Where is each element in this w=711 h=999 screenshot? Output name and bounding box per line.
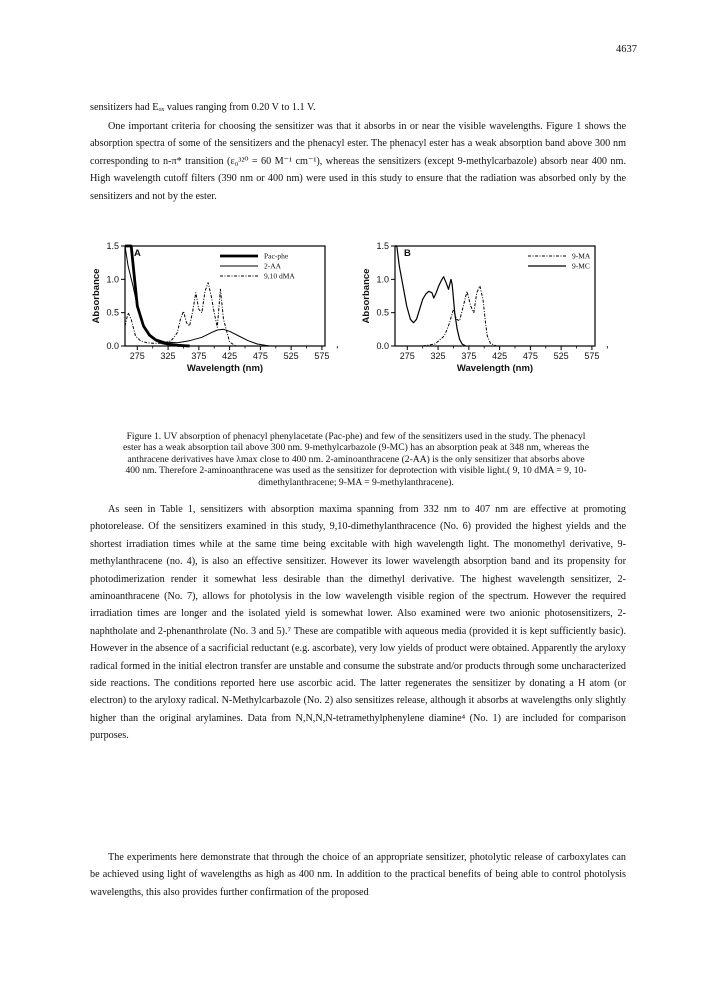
legend-label: 2-AA	[264, 261, 282, 271]
x-axis-label: Wavelength (nm)	[456, 363, 534, 374]
paragraph-criteria: One important criteria for choosing the sensitizer was that it absorbs in or near the visible wavelengths. Figure 1 shows the absorption spectra of some of the sensitizers and the phenacyl ester. The phenacyl ester has a weak absorption band above 300 nm corresponding to n-π* transition (ε₀³²⁰ = 60 M⁻¹ cm⁻¹), whereas the sensitizers (except 9-methylcarbazole) absorb near 400 nm. High wavelength cutoff filters (390 nm or 400 nm) were used in this study to ensure that the radiation was absorbed only by the sensitizers and not by the ester.	[90, 121, 626, 202]
legend-label: 9-MA	[572, 251, 591, 261]
panel-label: B	[404, 248, 411, 259]
intro-paragraph: sensitizers had Eₒₓ values ranging from 0.20 V to 1.1 V.	[90, 102, 316, 113]
y-tick-label: 0.5	[376, 307, 389, 318]
series-line-9-ma	[395, 286, 497, 346]
x-tick-label: 275	[399, 351, 415, 361]
y-tick-label: 1.0	[106, 274, 119, 285]
legend-label: 9,10 dMA	[264, 271, 295, 281]
plot-frame-A	[125, 246, 325, 346]
y-tick-label: 0.0	[376, 341, 389, 351]
paragraph-results: As seen in Table 1, sensitizers with absorption maxima spanning from 332 nm to 407 nm are effective at promoting photorelease. Of the sensitizers examined in this study, 9,10-dimethylanthracence (No. 6) provided the highest yields and the shortest irradiation times while at the same time being excitable with high wavelength light. The monomethyl derivative, 9-methylanthracene (no. 4), is also an effective sensitizer. However its lower wavelength absorption band and its propensity for photodimerization render it somewhat less desirable than the dimethyl derivative. The highest wavelength sensitizer, 2-aminoanthracene (No. 7), allows for photolysis in the low wavelength visible region of the spectrum. However the required irradiation times are longer and the isolated yield is somewhat lower. Also examined were two anionic photosensitizers, 2-naphtholate and 2-phenanthrolate (No. 3 and 5).⁷ These are compatible with aqueous media (provided it is kept sufficiently basic). However in the absence of a sacrificial reductant (e.g. ascorbate), very low yields of product were obtained. Apparently the aryloxy radical formed in the initial electron transfer are unstable and consume the substrate and/or products through some uncharacterized side reactions. The conditions reported here use ascorbic acid. The latter regenerates the sensitizer by donating a H atom (or electron) to the aryloxy radical. N-Methylcarbazole (No. 2) also sensitizes release, although it absorbs at wavelengths only slightly higher than the original arylamines. Data from N,N,N,N-tetramethylphenylene diamine⁴ (No. 1) are included for comparison purposes.	[90, 504, 626, 742]
legend-label: Pac-phe	[264, 251, 289, 261]
y-tick-label: 1.5	[376, 241, 389, 251]
x-tick-label: 325	[430, 351, 446, 361]
series-line-9-mc	[395, 246, 466, 346]
figure-1-chart	[70, 238, 640, 388]
x-tick-label: 575	[314, 351, 330, 361]
x-tick-label: 425	[222, 351, 238, 361]
y-tick-label: 1.0	[376, 274, 389, 285]
y-tick-label: 0.0	[106, 341, 119, 351]
x-tick-label: 425	[492, 351, 508, 361]
figure-caption: Figure 1. UV absorption of phenacyl phenylacetate (Pac-phe) and few of the sensitizers used in the study. The phenacyl ester has a weak absorption tail above 300 nm. 9-methylcarbazole (9-MC) has an absorption peak at 348 nm, whereas the anthracene derivatives have λmax close to 400 nm. 2-aminoanthracene (2-AA) is the only sensitizer that absorbs above 400 nm. Therefore 2-aminoanthracene was used as the sensitizer for deprotection with visible light.( 9, 10 dMA = 9, 10-dimethylanthracene; 9-MA = 9-methylanthracene).	[123, 431, 589, 488]
x-tick-label: 375	[461, 351, 477, 361]
y-axis-label: Absorbance	[361, 268, 372, 324]
x-tick-label: 575	[584, 351, 600, 361]
x-tick-label: 475	[522, 351, 538, 361]
paragraph-conclusion: The experiments here demonstrate that through the choice of an appropriate sensitizer, photolytic release of carboxylates can be achieved using light of wavelengths as high as 400 nm. In addition to the practical benefits of being able to control photolysis wavelengths, this also provides further confirmation of the proposed	[90, 852, 626, 898]
x-tick-label: 375	[191, 351, 207, 361]
x-axis-label: Wavelength (nm)	[186, 363, 264, 374]
x-tick-label: 525	[283, 351, 299, 361]
series-line-9-10-dma	[125, 283, 236, 346]
x-tick-label: 525	[553, 351, 569, 361]
y-axis-label: Absorbance	[91, 268, 102, 324]
y-tick-label: 1.5	[106, 241, 119, 251]
figure-1	[70, 238, 640, 388]
page-number: 4637	[616, 44, 637, 55]
x-tick-label: 275	[129, 351, 145, 361]
x-tick-label: 325	[160, 351, 176, 361]
panel-label: A	[134, 248, 141, 259]
y-tick-label: 0.5	[106, 307, 119, 318]
x-tick-label: 475	[252, 351, 268, 361]
legend-label: 9-MC	[572, 261, 590, 271]
